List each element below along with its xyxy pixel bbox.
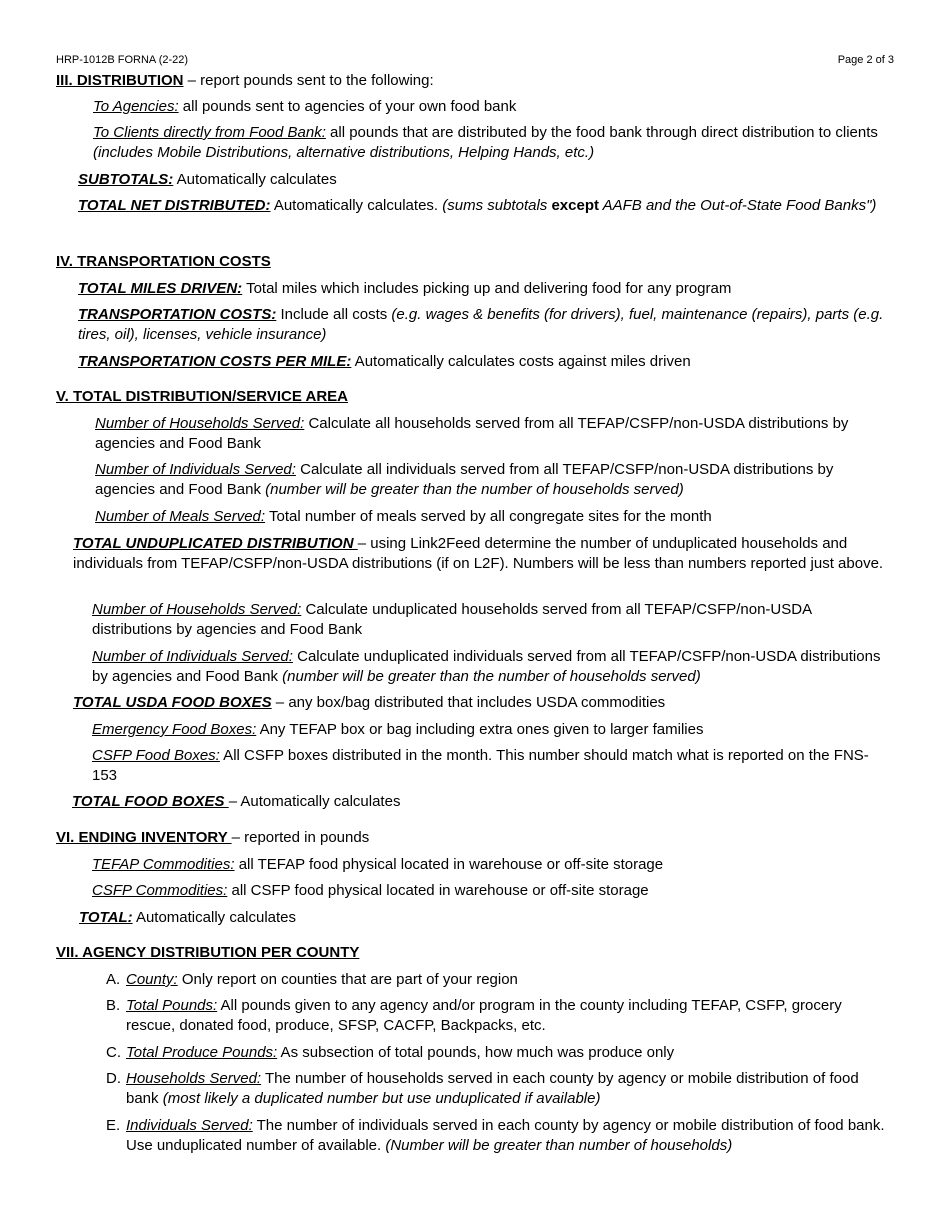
- list-item: A. County: Only report on counties that are part of your region: [106, 971, 518, 988]
- total-miles-item: TOTAL MILES DRIVEN: Total miles which includes picking up and delivering food for any program: [78, 280, 732, 297]
- to-clients-item: To Clients directly from Food Bank: all pounds that are distributed by the food bank through direct distribution to clients (includes Mobile Distributions, alternative distributions, Helping Hands, etc.): [93, 124, 878, 161]
- meals-served-item: Number of Meals Served: Total number of meals served by all congregate sites for the month: [95, 508, 712, 525]
- cost-per-mile-item: TRANSPORTATION COSTS PER MILE: Automatically calculates costs against miles driven: [78, 353, 691, 370]
- total-unduplicated-item: TOTAL UNDUPLICATED DISTRIBUTION – using Link2Feed determine the number of unduplicated households and individuals from TEFAP/CSFP/non-USDA distributions (if on L2F). Numbers will be less than numbers reported just above.: [73, 535, 884, 572]
- to-agencies-item: To Agencies: all pounds sent to agencies of your own food bank: [93, 98, 517, 115]
- tefap-commodities-item: TEFAP Commodities: all TEFAP food physical located in warehouse or off-site storage: [92, 856, 664, 873]
- section-iii-heading: III. DISTRIBUTION – report pounds sent to the following:: [56, 72, 434, 89]
- section-iv-heading: IV. TRANSPORTATION COSTS: [56, 253, 271, 270]
- list-item: C. Total Produce Pounds: As subsection of total pounds, how much was produce only: [106, 1044, 675, 1061]
- form-id: HRP-1012B FORNA (2-22): [56, 54, 189, 66]
- section-vii-heading: VII. AGENCY DISTRIBUTION PER COUNTY: [56, 944, 360, 961]
- csfp-commodities-item: CSFP Commodities: all CSFP food physical located in warehouse or off-site storage: [92, 882, 649, 899]
- section-vi-heading: VI. ENDING INVENTORY – reported in pounds: [56, 829, 370, 846]
- unduplicated-individuals-item: Number of Individuals Served: Calculate unduplicated individuals served from all TEFAP/CSFP/non-USDA distributions by agencies and Food Bank (number will be greater than the number of households served): [92, 648, 881, 685]
- unduplicated-households-item: Number of Households Served: Calculate unduplicated households served from all TEFAP/CSFP/non-USDA distributions by agencies and Food Bank: [92, 601, 812, 638]
- individuals-served-item: Number of Individuals Served: Calculate all individuals served from all TEFAP/CSFP/non-USDA distributions by agencies and Food Bank (number will be greater than the number of households served): [95, 461, 834, 498]
- households-served-item: Number of Households Served: Calculate all households served from all TEFAP/CSFP/non-USDA distributions by agencies and Food Bank: [95, 415, 849, 452]
- emergency-food-boxes-item: Emergency Food Boxes: Any TEFAP box or bag including extra ones given to larger families: [92, 721, 704, 738]
- transportation-costs-item: TRANSPORTATION COSTS: Include all costs (e.g. wages & benefits (for drivers), fuel, maintenance (repairs), parts (e.g. tires, oil), licenses, vehicle insurance): [78, 306, 884, 343]
- inventory-total-item: TOTAL: Automatically calculates: [79, 909, 297, 926]
- section-v-heading: V. TOTAL DISTRIBUTION/SERVICE AREA: [56, 388, 348, 405]
- total-food-boxes-item: TOTAL FOOD BOXES – Automatically calculates: [72, 793, 401, 810]
- list-item: D. Households Served: The number of households served in each county by agency or mobile distribution of food bank (most likely a duplicated number but use unduplicated if available): [106, 1070, 859, 1107]
- list-item: E. Individuals Served: The number of individuals served in each county by agency or mobile distribution of food bank. Use unduplicated number of available. (Number will be greater than number of households): [106, 1117, 885, 1154]
- subtotals-item: SUBTOTALS: Automatically calculates: [78, 171, 337, 188]
- csfp-food-boxes-item: CSFP Food Boxes: All CSFP boxes distributed in the month. This number should match what is reported on the FNS-153: [92, 747, 869, 784]
- list-item: B. Total Pounds: All pounds given to any agency and/or program in the county including TEFAP, CSFP, grocery rescue, donated food, produce, SFSP, CACFP, Backpacks, etc.: [106, 997, 842, 1034]
- total-net-distributed-item: TOTAL NET DISTRIBUTED: Automatically calculates. (sums subtotals except AAFB and the Out-of-State Food Banks"): [78, 197, 877, 214]
- total-usda-food-boxes-item: TOTAL USDA FOOD BOXES – any box/bag distributed that includes USDA commodities: [73, 694, 666, 711]
- page-number: Page 2 of 3: [837, 54, 894, 66]
